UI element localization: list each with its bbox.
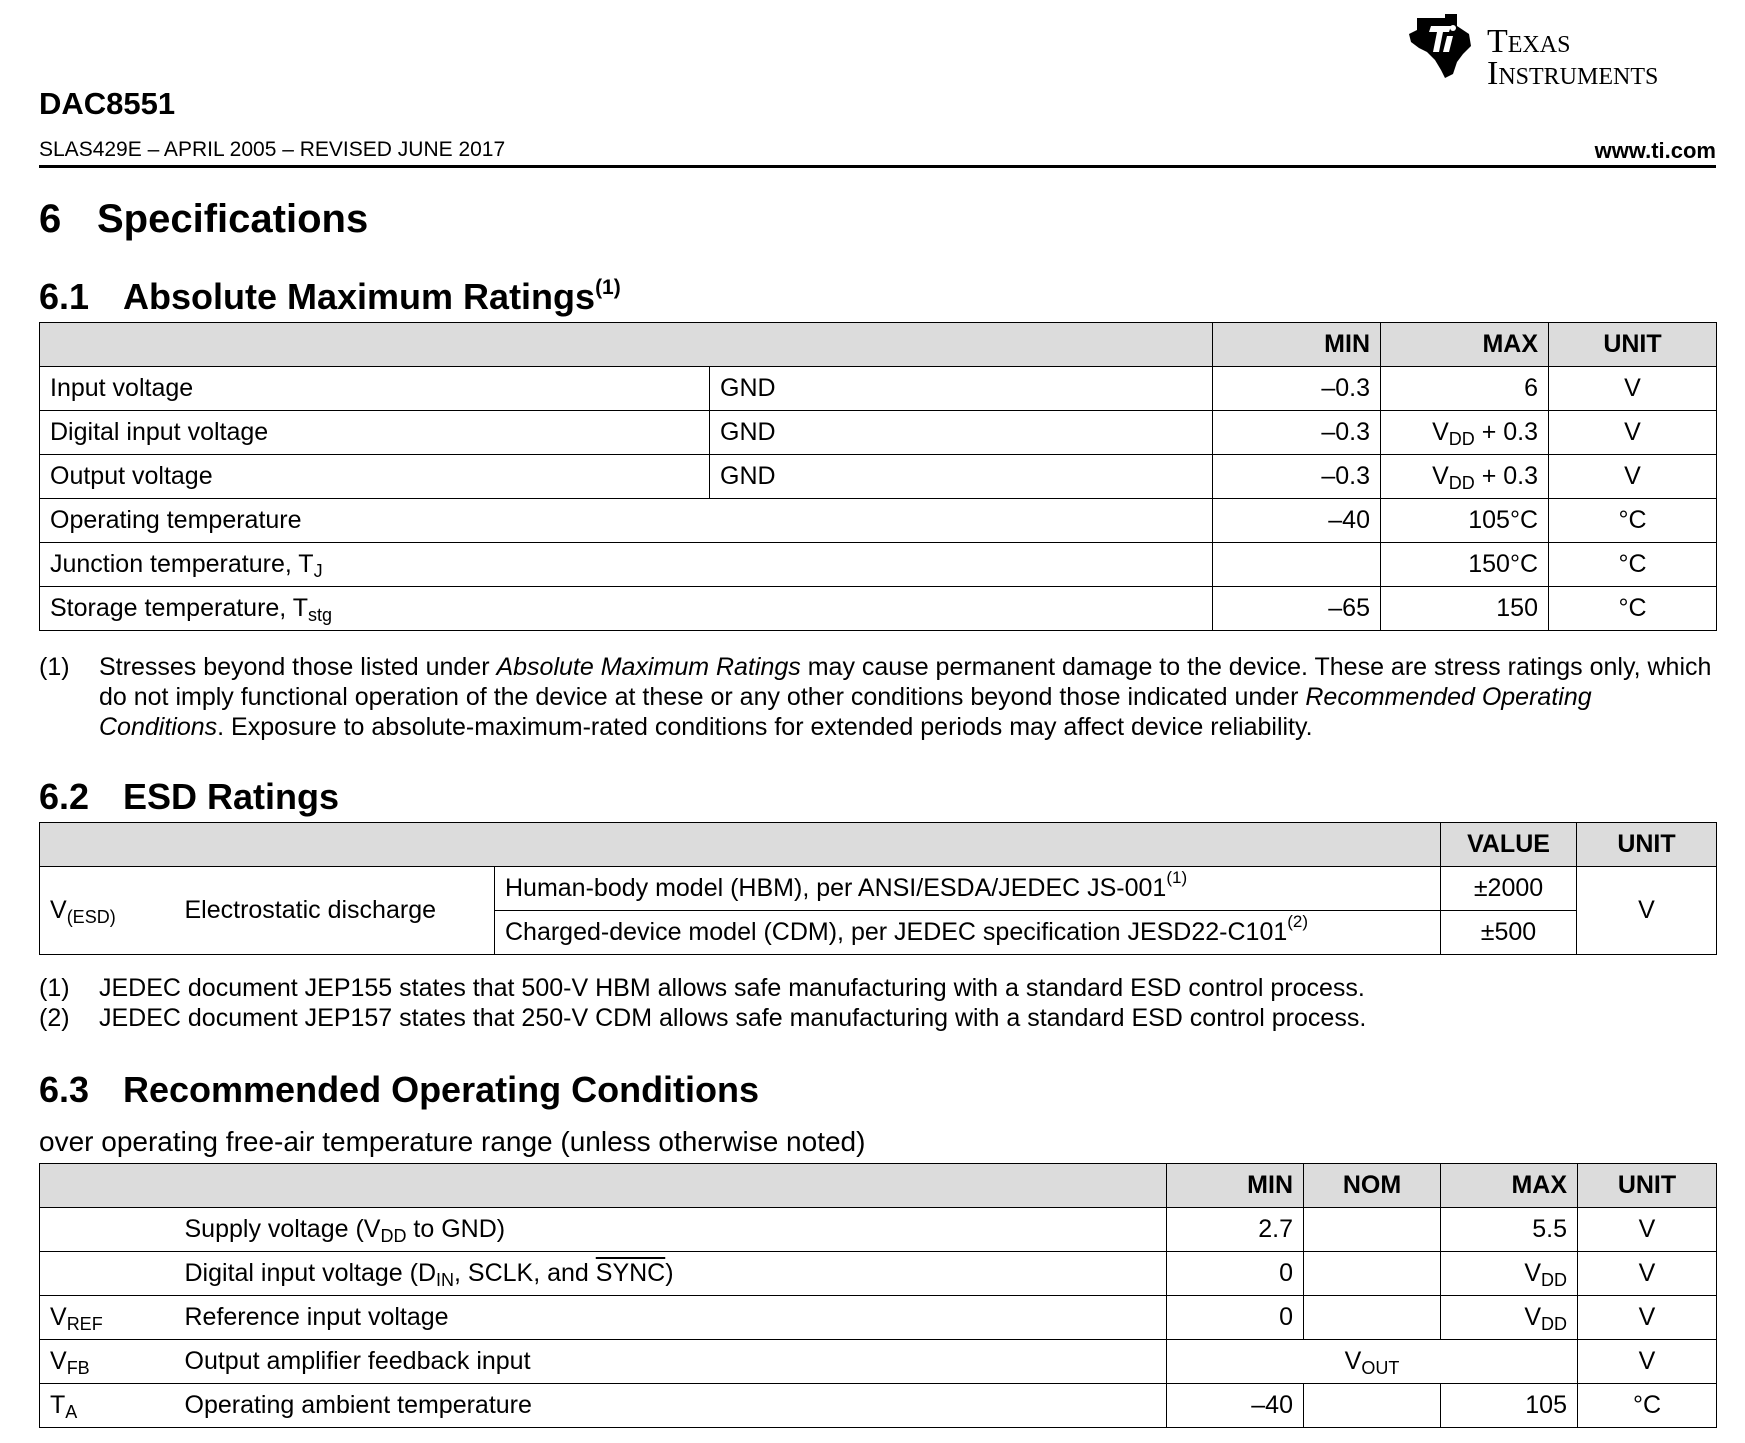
table-row: Storage temperature, $T_{stg}$ –65 150 °C — [40, 587, 1717, 631]
amr-table — [39, 322, 1717, 631]
table-row: $T_A$ Operating ambient temperature –40 105 °C — [40, 1384, 1717, 1428]
roc-table — [39, 1163, 1717, 1428]
footnote: (2) JEDEC document JEP157 states that 250-V CDM allows safe manufacturing with a standard ESD control process. — [39, 1004, 1367, 1032]
table-header-row — [40, 1164, 1717, 1208]
table-row: Operating temperature –40 105°C °C — [40, 499, 1717, 543]
ti-state-icon — [1405, 12, 1485, 82]
header-rule — [39, 165, 1716, 168]
table-row: Output voltage GND –0.3 $V_{DD} + 0.3$ V — [40, 455, 1717, 499]
header-unit: UNIT — [1577, 823, 1717, 867]
header-max: MAX — [1381, 323, 1549, 367]
footnote: (1) JEDEC document JEP155 states that 500-V HBM allows safe manufacturing with a standard ESD control process. — [39, 974, 1365, 1002]
table-header-row — [40, 323, 1717, 367]
table-row: $V_{FB}$ Output amplifier feedback input $V_{OUT}$ V — [40, 1340, 1717, 1384]
table-row: Digital input voltage ($D_{IN}$, SCLK, and SYNC) 0 $V_{DD}$ V — [40, 1252, 1717, 1296]
table-row: Junction temperature, $T_J$ 150°C °C — [40, 543, 1717, 587]
table-row: Digital input voltage GND –0.3 $V_{DD} + 0.3$ V — [40, 411, 1717, 455]
esd-heading: 6.2 ESD Ratings — [39, 776, 340, 817]
amr-title-note: (1) — [595, 276, 621, 299]
table-row: $V_{(ESD)}$ Electrostatic discharge Human-body model (HBM), per ANSI/ESDA/JEDEC JS-001$^{(1)}$ ±2000 V — [40, 867, 1717, 911]
table-row: Supply voltage ($V_{DD}$ to GND) 2.7 5.5 V — [40, 1208, 1717, 1252]
logo-line-2: Instruments — [1487, 55, 1659, 92]
part-number: DAC8551 — [39, 86, 176, 121]
website-link[interactable]: www.ti.com — [1594, 138, 1716, 163]
header-unit: UNIT — [1578, 1164, 1717, 1208]
esd-footnotes — [39, 973, 1719, 1033]
amr-heading: 6.1 Absolute Maximum Ratings$^{(1)}$ — [39, 276, 621, 317]
footnote: (1) Stresses beyond those listed under Absolute Maximum Ratings may cause permanent damage to the device. These are stress ratings only, which do not imply functional operation of the device at these or any other conditions beyond those indicated under Recommended Operating Conditions. Exposure to absolute-maximum-rated conditions for extended periods may affect device reliability. — [39, 653, 1712, 741]
logo-line-1: Texas — [1487, 23, 1571, 60]
esd-table — [39, 822, 1717, 955]
roc-subtitle: over operating free-air temperature range (unless otherwise noted) — [39, 1126, 866, 1157]
header-min: MIN — [1167, 1164, 1304, 1208]
header-min: MIN — [1213, 323, 1381, 367]
header-value: VALUE — [1441, 823, 1577, 867]
table-row: $V_{REF}$ Reference input voltage 0 $V_{DD}$ V — [40, 1296, 1717, 1340]
table-row: Charged-device model (CDM), per JEDEC specification JESD22-C101$^{(2)}$ ±500 — [40, 911, 1717, 955]
roc-heading: 6.3 Recommended Operating Conditions — [39, 1069, 760, 1110]
section-heading: 6 Specifications — [39, 197, 369, 241]
document-id: SLAS429E – APRIL 2005 – REVISED JUNE 2017 — [39, 138, 506, 161]
table-header-row — [40, 823, 1717, 867]
header-nom: NOM — [1304, 1164, 1441, 1208]
header-max: MAX — [1441, 1164, 1578, 1208]
ti-logo — [1405, 12, 1717, 94]
table-row: Input voltage GND –0.3 6 V — [40, 367, 1717, 411]
amr-footnotes — [39, 652, 1719, 742]
header-unit: UNIT — [1549, 323, 1717, 367]
